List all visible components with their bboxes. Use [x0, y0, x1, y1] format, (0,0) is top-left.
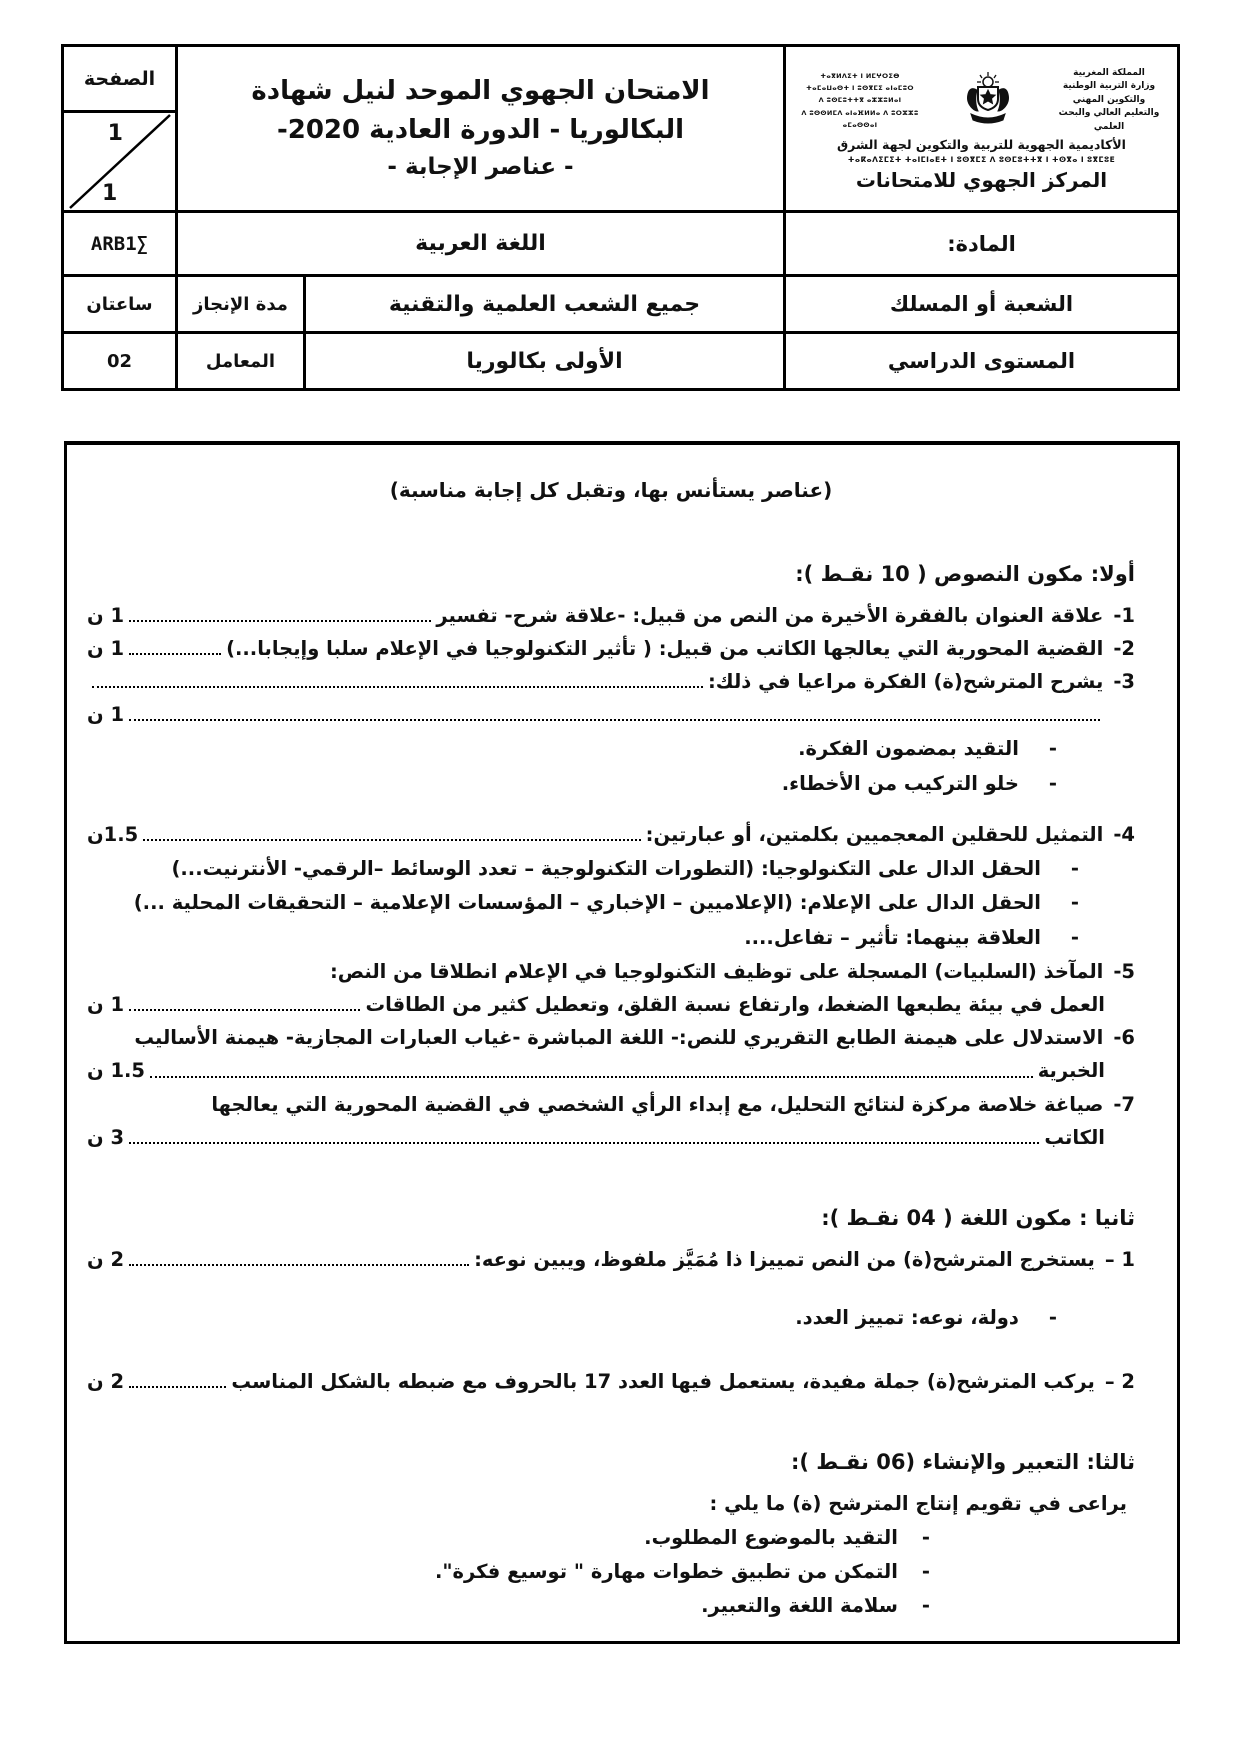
- dotted-leader: [129, 719, 1100, 721]
- item-text: القضية المحورية التي يعالجها الكاتب من قبيل: ( تأثير التكنولوجيا في الإعلام سلبا وإيجابا...): [226, 636, 1104, 660]
- level-label: المستوى الدراسي: [785, 333, 1179, 390]
- bullet-line: [87, 888, 1079, 918]
- ministry-arabic-lines: [1045, 67, 1173, 135]
- item-score: 2 ن: [87, 1370, 125, 1394]
- section3-bullets: [87, 1523, 1135, 1622]
- dotted-leader: [129, 1386, 226, 1388]
- answer-item-continuation: [87, 1056, 1135, 1086]
- item-score: 1 ن: [87, 992, 125, 1016]
- item-text-continuation: العمل في بيئة يطبعها الضغط، وارتفاع نسبة القلق، وتعطيل كثير من الطاقات: [365, 992, 1105, 1016]
- item-number: 7-: [1113, 1092, 1135, 1116]
- ministry-line: وزارة التربية الوطنية: [1062, 81, 1156, 92]
- bullet-line: [87, 1523, 930, 1553]
- item-text: المآخذ (السلبيات) المسجلة على توظيف التكنولوجيا في الإعلام انطلاقا من النص:: [330, 959, 1104, 983]
- dotted-leader: [129, 620, 431, 622]
- bullet-line: [87, 769, 1057, 799]
- ministry-letterhead: [785, 46, 1179, 212]
- item-score: 3 ن: [87, 1125, 125, 1149]
- bullet-dash: -: [921, 1526, 930, 1550]
- answer-item: [87, 634, 1135, 664]
- ministry-tifinagh-line: ⵜⴰⴳⵍⴷⵉⵜ ⵏ ⵍⵎⵖⵔⵉⴱ: [820, 71, 900, 80]
- section3-title: ثالثا: التعبير والإنشاء (06 نقـط ):: [790, 1450, 1135, 1475]
- page-total: 1: [101, 181, 118, 206]
- dotted-leader: [143, 839, 640, 841]
- header-row-level: [62, 333, 1178, 390]
- item-score: 1 ن: [87, 636, 125, 660]
- item-text: يشرح المترشح(ة) الفكرة مراعيا في ذلك:: [708, 669, 1104, 693]
- bullet-text: الحقل الدال على التكنولوجيا: (التطورات التكنولوجية – تعدد الوسائط –الرقمي- الأنترنيت...): [171, 857, 1041, 881]
- morocco-coat-of-arms-icon: [957, 68, 1019, 134]
- dotted-leader: [129, 653, 221, 655]
- exam-title-line3: - عناصر الإجابة -: [387, 154, 574, 181]
- item-number: 1-: [1113, 603, 1135, 627]
- item-text: صياغة خلاصة مركزة لنتائج التحليل، مع إبداء الرأي الشخصي في القضية المحورية التي يعالجها: [211, 1092, 1104, 1116]
- bullet-text: التمكن من تطبيق خطوات مهارة " توسيع فكرة".: [434, 1560, 898, 1584]
- item-text-continuation: الخبرية: [1037, 1059, 1105, 1083]
- dotted-leader: [150, 1076, 1033, 1078]
- item-number: 3-: [1113, 669, 1135, 693]
- answer-item: [87, 1367, 1135, 1397]
- bullet-dash: -: [1048, 771, 1057, 795]
- academy-name-tifinagh: ⵜⴰⴽⴰⴷⵉⵎⵉⵜ ⵜⴰⵏⵎⵏⴰⴹⵜ ⵏ ⵓⵙⴳⵎⵉ ⴷ ⵓⵙⵎⵓⵜⵜⴳ ⵏ ⵜⵙⴳⴰ ⵏ ⵓⴳⵎⵓⴹ: [847, 155, 1116, 165]
- regional-exam-center-name: المركز الجهوي للامتحانات: [855, 168, 1108, 193]
- coefficient-value: 02: [62, 333, 176, 390]
- header-row-subject: [62, 212, 1178, 276]
- answer-item: [87, 1245, 1135, 1275]
- ministry-line: والتعليم العالي والبحث العلمي: [1058, 108, 1160, 132]
- grading-note: (عناصر يستأنس بها، وتقبل كل إجابة مناسبة): [389, 478, 833, 502]
- subject-label: المادة:: [785, 212, 1179, 276]
- item-number: 4-: [1113, 822, 1135, 846]
- item-number: 2-: [1113, 636, 1135, 660]
- bullet-line: [87, 1557, 930, 1587]
- answer-item-continuation: [87, 700, 1135, 730]
- dotted-leader: [129, 1264, 469, 1266]
- exam-title-line2: البكالوريا - الدورة العادية 2020-: [276, 115, 685, 146]
- bullet-line: [87, 1591, 930, 1621]
- subject-value: اللغة العربية: [176, 212, 784, 276]
- answer-elements-box: [64, 441, 1180, 1644]
- bullet-text: الحقل الدال على الإعلام: (الإعلاميين – الإخباري – المؤسسات الإعلامية – التحقيقات المحلية ...): [133, 891, 1041, 915]
- dotted-leader: [129, 1142, 1039, 1144]
- bullet-text: سلامة اللغة والتعبير.: [701, 1594, 898, 1618]
- item-score: 2 ن: [87, 1247, 125, 1271]
- item-text: يركب المترشح(ة) جملة مفيدة، يستعمل فيها العدد 17 بالحروف مع ضبطه بالشكل المناسب: [231, 1370, 1095, 1394]
- bullet-text: التقيد بمضمون الفكرة.: [798, 737, 1019, 761]
- page-number-cell: [62, 46, 176, 212]
- duration-value: ساعتان: [62, 276, 176, 333]
- item-number: 5-: [1113, 959, 1135, 983]
- item-sub-bullets: [87, 734, 1135, 798]
- ministry-tifinagh-line: ⵜⴰⵎⴰⵡⴰⵙⵜ ⵏ ⵓⵙⴳⵎⵉ ⴰⵏⴰⵎⵓⵔ: [806, 83, 914, 92]
- item-text: الاستدلال على هيمنة الطابع التقريري للنص:- اللغة المباشرة -غياب العبارات المجازية- هيمنة الأساليب: [134, 1026, 1104, 1050]
- answer-item-continuation: [87, 990, 1135, 1020]
- item-number: 2 –: [1104, 1370, 1135, 1394]
- subject-code: ∑ARB1: [62, 212, 176, 276]
- bullet-dash: -: [921, 1560, 930, 1584]
- bullet-dash: -: [1070, 857, 1079, 881]
- bullet-dash: -: [921, 1594, 930, 1618]
- page-current: 1: [107, 121, 123, 146]
- bullet-text: دولة، نوعه: تمييز العدد.: [795, 1305, 1019, 1329]
- answer-item: [87, 1090, 1135, 1120]
- item-text: التمثيل للحقلين المعجميين بكلمتين، أو عبارتين:: [645, 822, 1104, 846]
- branch-label: الشعبة أو المسلك: [785, 276, 1179, 333]
- item-text: يستخرج المترشح(ة) من النص تمييزا ذا مُمَيَّز ملفوظ، ويبين نوعه:: [474, 1247, 1095, 1271]
- header-row-branch: [62, 276, 1178, 333]
- branch-value: جميع الشعب العلمية والتقنية: [305, 276, 785, 333]
- exam-title-cell: [176, 46, 784, 212]
- bullet-line: [87, 734, 1057, 764]
- section2-title: ثانيا : مكون اللغة ( 04 نقـط ):: [821, 1206, 1135, 1231]
- item-sub-bullets: [87, 854, 1135, 953]
- bullet-text: خلو التركيب من الأخطاء.: [781, 771, 1019, 795]
- duration-label: مدة الإنجاز: [176, 276, 304, 333]
- section1-title: أولا: مكون النصوص ( 10 نقـط ):: [795, 562, 1135, 586]
- dotted-leader: [129, 1009, 360, 1011]
- bullet-line: [87, 1303, 1135, 1333]
- bullet-text: العلاقة بينهما: تأثير – تفاعل....: [744, 925, 1041, 949]
- dotted-leader: [92, 686, 703, 688]
- ministry-tifinagh-lines: [790, 70, 930, 132]
- page-fraction: [64, 113, 175, 210]
- bullet-line: [87, 923, 1079, 953]
- bullet-dash: -: [1070, 925, 1079, 949]
- ministry-tifinagh-line: ⴷ ⵓⵙⵎⵓⵜⵜⴳ ⴰⵣⵣⵓⵍⴰⵏ: [818, 96, 902, 105]
- item-text: علاقة العنوان بالفقرة الأخيرة من النص من قبيل: -علاقة شرح- تفسير: [436, 603, 1104, 627]
- bullet-line: [87, 854, 1079, 884]
- item-number: 6-: [1113, 1026, 1135, 1050]
- exam-title-line1: الامتحان الجهوي الموحد لنيل شهادة: [251, 76, 710, 107]
- answer-item-continuation: [87, 1123, 1135, 1153]
- answer-item: [87, 667, 1135, 697]
- answer-item: [87, 957, 1135, 987]
- bullet-dash: -: [1048, 737, 1057, 761]
- item-score: 1.5ن: [87, 822, 139, 846]
- ministry-tifinagh-line: ⴷ ⵓⵙⵙⵍⵎⴷ ⴰⵏⴰⴼⵍⵍⴰ ⴷ ⵓⵔⵣⵣⵓ ⴰⵎⴰⵙⵙⴰⵏ: [801, 108, 919, 130]
- item-score: 1 ن: [87, 603, 125, 627]
- header-row-title: [62, 46, 1178, 212]
- level-value: الأولى بكالوريا: [305, 333, 785, 390]
- item-text-continuation: الكاتب: [1044, 1125, 1105, 1149]
- item-score: 1.5 ن: [87, 1059, 145, 1083]
- answer-item: [87, 820, 1135, 850]
- item-score: 1 ن: [87, 703, 125, 727]
- page-label: الصفحة: [64, 47, 175, 113]
- academy-name: الأكاديمية الجهوية للتربية والتكوين لجهة الشرق: [837, 137, 1126, 153]
- answer-item: [87, 1023, 1135, 1053]
- coefficient-label: المعامل: [176, 333, 304, 390]
- section3-intro: يراعى في تقويم إنتاج المترشح (ة) ما يلي :: [709, 1491, 1127, 1515]
- bullet-dash: -: [1048, 1305, 1057, 1329]
- bullet-text: التقيد بالموضوع المطلوب.: [644, 1526, 898, 1550]
- ministry-line: المملكة المغربية: [1073, 67, 1145, 78]
- bullet-dash: -: [1070, 891, 1079, 915]
- header-info-table: [61, 44, 1180, 391]
- ministry-line: والتكوين المهني: [1072, 94, 1146, 105]
- answer-item: [87, 601, 1135, 631]
- item-number: 1 –: [1104, 1247, 1135, 1271]
